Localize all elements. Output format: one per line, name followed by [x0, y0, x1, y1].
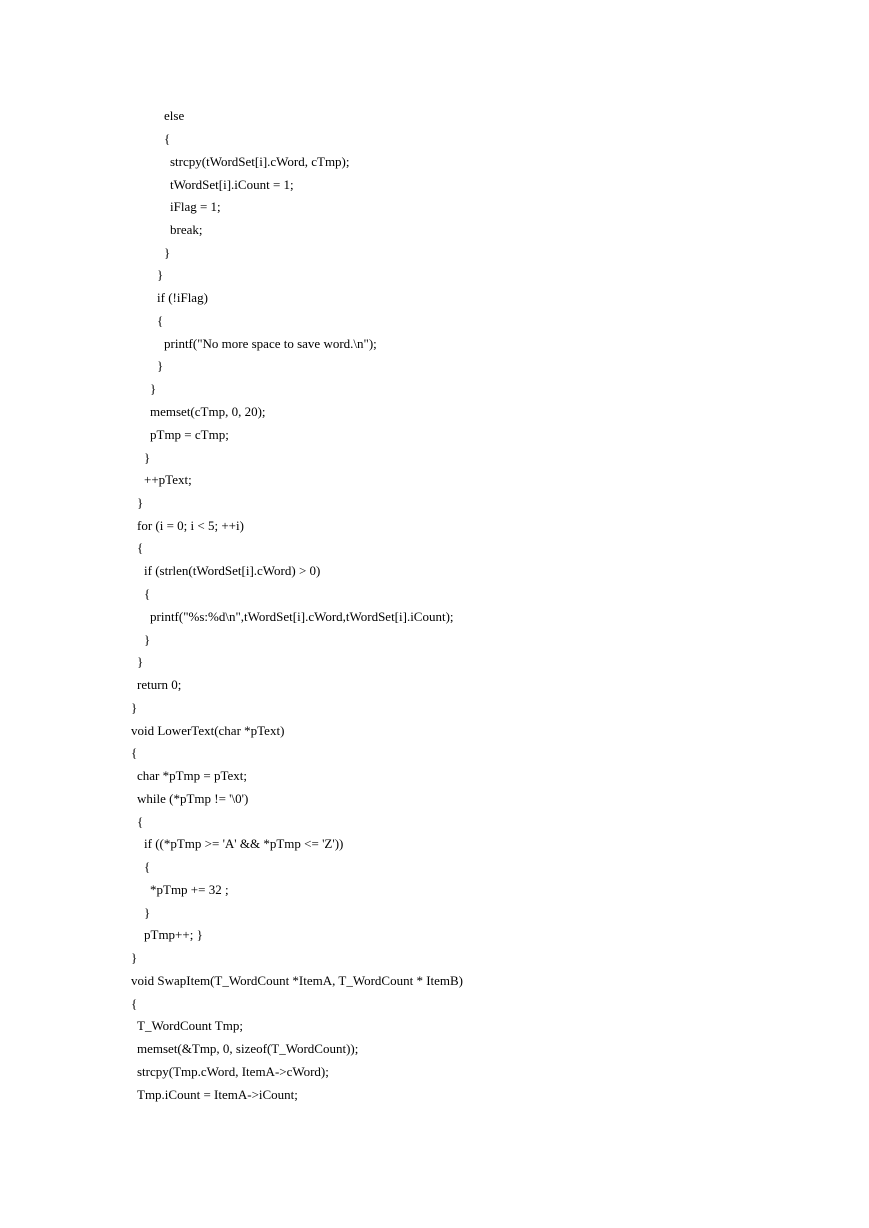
code-line: }: [157, 358, 164, 373]
code-line: *pTmp += 32 ;: [150, 882, 229, 897]
code-line: }: [157, 267, 164, 282]
code-line: char *pTmp = pText;: [137, 768, 248, 783]
code-line: {: [137, 814, 144, 829]
code-line: if (strlen(tWordSet[i].cWord) > 0): [144, 563, 321, 578]
code-line: printf("%s:%d\n",tWordSet[i].cWord,tWordSet[i].iCount);: [150, 609, 454, 624]
code-line: {: [157, 313, 164, 328]
code-line: while (*pTmp != '\0'): [137, 791, 249, 806]
code-line: }: [131, 700, 138, 715]
code-line: memset(&Tmp, 0, sizeof(T_WordCount));: [137, 1041, 359, 1056]
code-line: iFlag = 1;: [170, 199, 221, 214]
code-line: if (!iFlag): [157, 290, 208, 305]
code-line: void SwapItem(T_WordCount *ItemA, T_WordCount * ItemB): [131, 973, 464, 988]
code-line: pTmp++; }: [144, 927, 203, 942]
code-line: pTmp = cTmp;: [150, 427, 229, 442]
code-line: T_WordCount Tmp;: [137, 1018, 243, 1033]
code-line: memset(cTmp, 0, 20);: [150, 404, 266, 419]
code-line: {: [131, 745, 138, 760]
code-line: break;: [170, 222, 203, 237]
code-line: }: [137, 654, 144, 669]
code-line: }: [144, 450, 151, 465]
code-line: }: [137, 495, 144, 510]
code-line: }: [131, 950, 138, 965]
code-line: tWordSet[i].iCount = 1;: [170, 177, 294, 192]
code-line: }: [150, 381, 157, 396]
code-line: if ((*pTmp >= 'A' && *pTmp <= 'Z')): [144, 836, 344, 851]
code-line: else: [164, 108, 185, 123]
code-line: strcpy(tWordSet[i].cWord, cTmp);: [170, 154, 350, 169]
code-line: ++pText;: [144, 472, 192, 487]
code-line: Tmp.iCount = ItemA->iCount;: [137, 1087, 298, 1102]
code-line: {: [137, 540, 144, 555]
code-line: printf("No more space to save word.\n");: [164, 336, 377, 351]
code-line: }: [144, 632, 151, 647]
code-line: for (i = 0; i < 5; ++i): [137, 518, 244, 533]
code-line: strcpy(Tmp.cWord, ItemA->cWord);: [137, 1064, 329, 1079]
code-line: }: [164, 245, 171, 260]
code-line: {: [144, 859, 151, 874]
code-line: {: [164, 131, 171, 146]
code-line: return 0;: [137, 677, 182, 692]
code-line: {: [144, 586, 151, 601]
code-line: {: [131, 996, 138, 1011]
code-line: }: [144, 905, 151, 920]
code-line: void LowerText(char *pText): [131, 723, 285, 738]
